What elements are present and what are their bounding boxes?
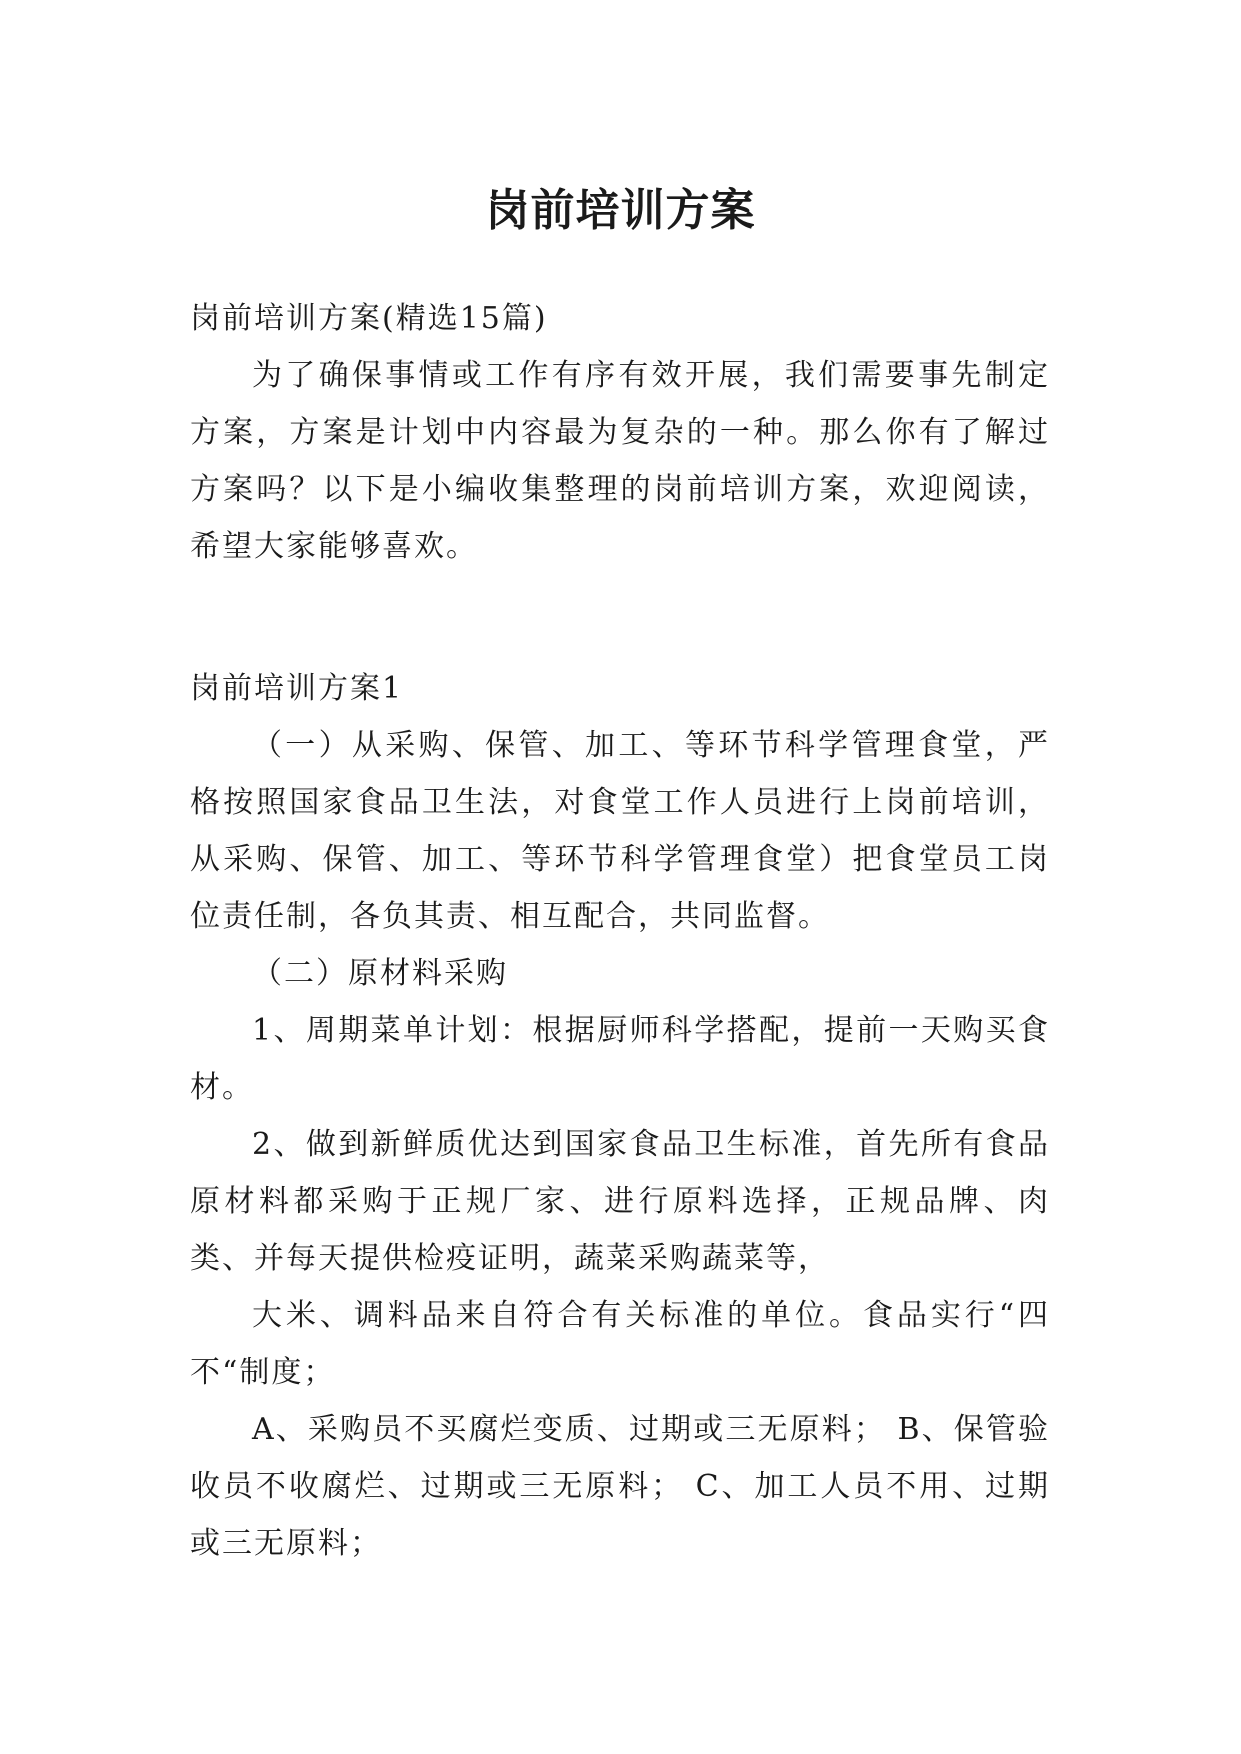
document-subtitle: 岗前培训方案(精选15篇)	[190, 301, 548, 336]
page-title: 岗前培训方案	[485, 185, 756, 237]
body-paragraph: 1、周期菜单计划：根据厨师科学搭配，提前一天购买食材。	[190, 1013, 1050, 1105]
body-paragraph: 2、做到新鲜质优达到国家食品卫生标准，首先所有食品原材料都采购于正规厂家、进行原料选择，正规品牌、肉类、并每天提供检疫证明，蔬菜采购蔬菜等，	[190, 1127, 1050, 1276]
body-paragraph: A、采购员不买腐烂变质、过期或三无原料； B、保管验收员不收腐烂、过期或三无原料； C、加工人员不用、过期或三无原料；	[190, 1412, 1050, 1561]
section-heading: 岗前培训方案1	[190, 671, 404, 706]
section-spacer	[190, 575, 1050, 660]
intro-paragraph: 为了确保事情或工作有序有效开展，我们需要事先制定方案，方案是计划中内容最为复杂的一种。那么你有了解过方案吗？以下是小编收集整理的岗前培训方案，欢迎阅读，希望大家能够喜欢。	[190, 358, 1050, 564]
body-paragraph: （二）原材料采购	[252, 956, 508, 991]
body-paragraph: （一）从采购、保管、加工、等环节科学管理食堂，严格按照国家食品卫生法，对食堂工作人员进行上岗前培训，从采购、保管、加工、等环节科学管理食堂）把食堂员工岗位责任制，各负其责、相互配合，共同监督。	[190, 728, 1050, 934]
body-paragraph: 大米、调料品来自符合有关标准的单位。食品实行“四不“制度；	[190, 1298, 1050, 1390]
document-body	[190, 290, 1050, 1572]
